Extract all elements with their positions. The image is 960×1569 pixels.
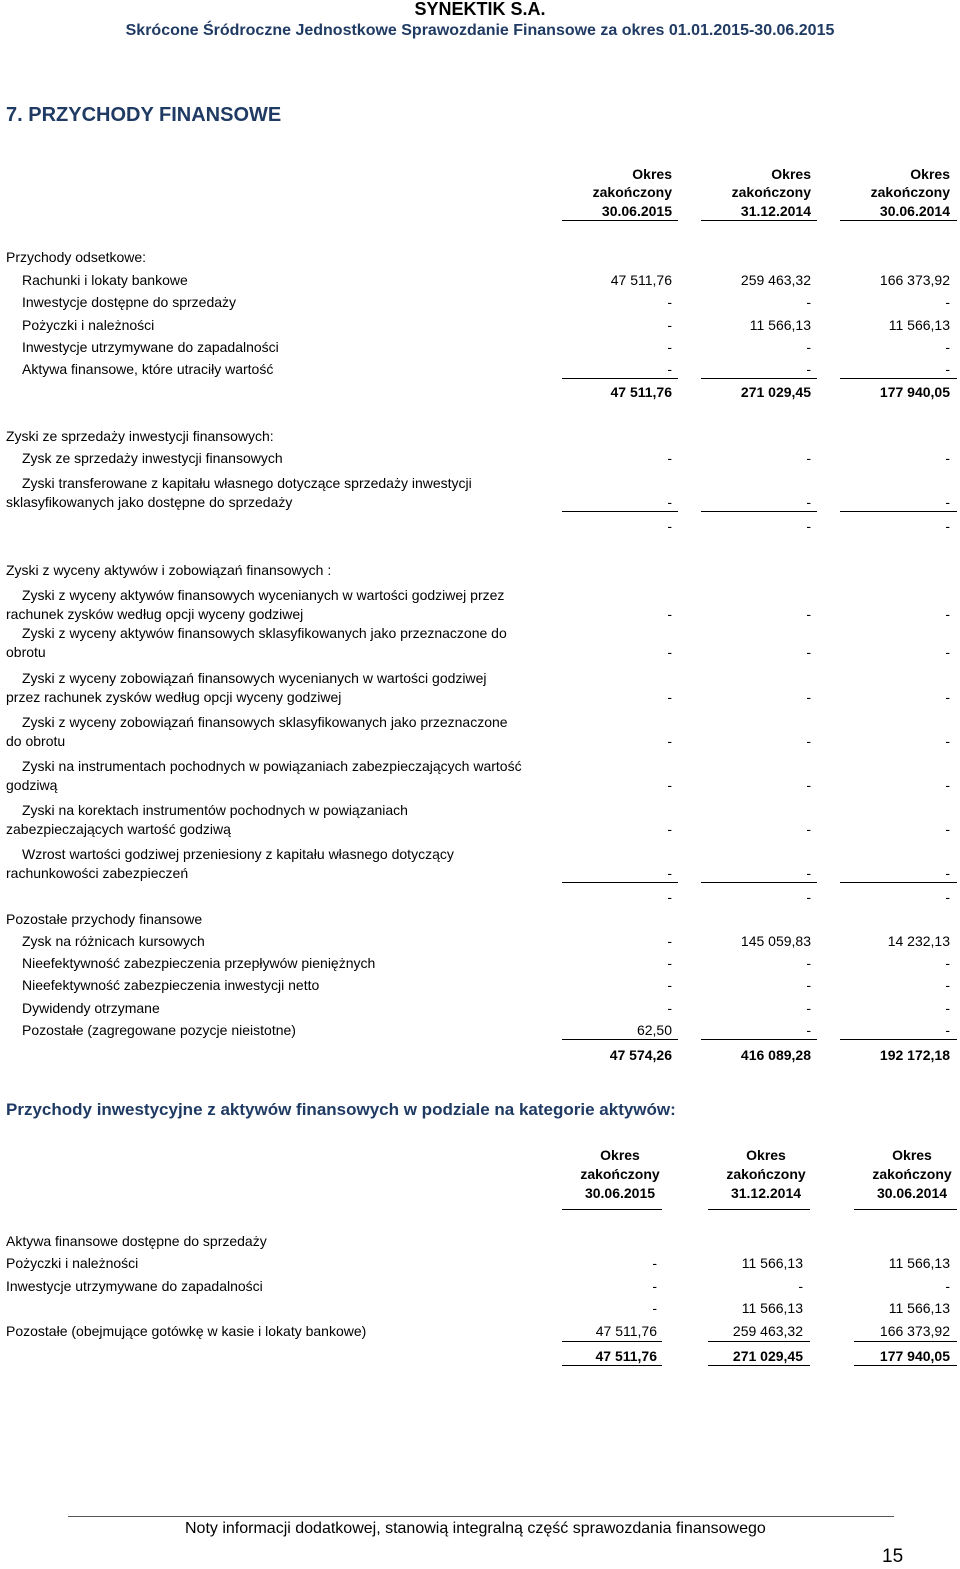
- row-label-line2: obrotu: [6, 644, 46, 660]
- report-subtitle: Skrócone Śródroczne Jednostkowe Sprawozdanie Finansowe za okres 01.01.2015-30.06.2015: [125, 22, 835, 39]
- value-2014-06: -: [945, 1022, 950, 1038]
- row-label-line2: godziwą: [6, 777, 58, 793]
- double-rule: [854, 1365, 957, 1366]
- col1-header-line3: 30.06.2015: [601, 203, 672, 219]
- col3-header-line3: 30.06.2014: [879, 203, 950, 219]
- value-2015: -: [652, 1255, 657, 1271]
- row-label-line2: rachunek zysków według opcji wyceny godziwej: [6, 606, 304, 622]
- value-2014-12: -: [806, 955, 811, 971]
- subtotal-2014-12: -: [806, 518, 811, 534]
- row-label: Pozostałe (zagregowane pozycje nieistotne): [22, 1022, 296, 1038]
- value-2015: -: [667, 339, 672, 355]
- value-2014-06: -: [945, 494, 950, 510]
- value-2014-06: -: [945, 1000, 950, 1016]
- value-2014-06: 166 373,92: [879, 272, 950, 288]
- value-2014-12: -: [806, 494, 811, 510]
- col2-header-line3: 31.12.2014: [730, 1185, 802, 1201]
- value-2014-12: -: [806, 644, 811, 660]
- row-label: Aktywa finansowe, które utraciły wartość: [22, 361, 274, 377]
- row-label: Dywidendy otrzymane: [22, 1000, 160, 1016]
- value-2015: -: [667, 977, 672, 993]
- value-2014-12: 11 566,13: [741, 1255, 803, 1271]
- row-label-line1: Zyski z wyceny zobowiązań finansowych sklasyfikowanych jako przeznaczone: [22, 714, 508, 730]
- value-2015: -: [667, 494, 672, 510]
- subtotal-2014-12: 271 029,45: [740, 384, 811, 400]
- value-2015: -: [667, 317, 672, 333]
- row-label: Pożyczki i należności: [6, 1255, 139, 1271]
- subtotal-rule: [840, 378, 957, 379]
- col1-header-line3: 30.06.2015: [584, 1185, 656, 1201]
- row-label-line1: Zyski na korektach instrumentów pochodnych w powiązaniach: [22, 802, 408, 818]
- page-number: 15: [882, 1546, 904, 1567]
- value-2015: -: [667, 821, 672, 837]
- row-label: Inwestycje dostępne do sprzedaży: [22, 294, 237, 310]
- subtotal-rule: [701, 511, 817, 512]
- header-underline: [701, 220, 817, 221]
- subtotal-rule: [562, 882, 678, 883]
- header-underline: [840, 220, 957, 221]
- value-2014-12: -: [806, 689, 811, 705]
- value-2014-06: -: [945, 450, 950, 466]
- value-2015: -: [652, 1278, 657, 1294]
- header-underline: [854, 1209, 957, 1210]
- row-label-line1: Zyski transferowane z kapitału własnego dotyczące sprzedaży inwestycji: [22, 475, 472, 491]
- col3-header-line1: Okres: [892, 1147, 932, 1163]
- row-label-line1: Wzrost wartości godziwej przeniesiony z kapitału własnego dotyczący: [22, 846, 454, 862]
- value-2014-06: 11 566,13: [888, 317, 950, 333]
- value-2014-06: -: [945, 606, 950, 622]
- subtotal-2015: -: [667, 889, 672, 905]
- subtotal-2015: -: [667, 518, 672, 534]
- total-rule: [562, 1039, 678, 1040]
- row-label: Nieefektywność zabezpieczenia przepływów pieniężnych: [22, 955, 376, 971]
- row-label: Nieefektywność zabezpieczenia inwestycji netto: [22, 977, 320, 993]
- col2-header-line1: Okres: [746, 1147, 786, 1163]
- table2-title: Przychody inwestycyjne z aktywów finansowych w podziale na kategorie aktywów:: [6, 1100, 676, 1119]
- value-2015: -: [667, 361, 672, 377]
- value-2015: -: [667, 955, 672, 971]
- subtotal-rule: [840, 882, 957, 883]
- row-label: Inwestycje utrzymywane do zapadalności: [22, 339, 279, 355]
- header-underline: [708, 1209, 810, 1210]
- value-2015: -: [667, 644, 672, 660]
- row-label-line1: Zyski z wyceny zobowiązań finansowych wycenianych w wartości godziwej: [22, 670, 487, 686]
- value-2015: 62,50: [636, 1022, 672, 1038]
- row-label: Inwestycje utrzymywane do zapadalności: [6, 1278, 263, 1294]
- subtotal-2015: 47 511,76: [610, 384, 672, 400]
- row-label-line2: rachunkowości zabezpieczeń: [6, 865, 189, 881]
- value-2015: -: [667, 865, 672, 881]
- value-2014-12: -: [806, 339, 811, 355]
- col3-header-line1: Okres: [910, 166, 950, 182]
- total-2014-06: 192 172,18: [879, 1047, 950, 1063]
- total-rule: [840, 1039, 957, 1040]
- value-2014-12: -: [806, 865, 811, 881]
- col2-header-line2: zakończony: [726, 1166, 806, 1182]
- value-2015: -: [667, 689, 672, 705]
- col1-header-line2: zakończony: [580, 1166, 660, 1182]
- value-2015: -: [667, 294, 672, 310]
- col1-header-line2: zakończony: [592, 184, 672, 200]
- subtotal-2014-06: -: [945, 889, 950, 905]
- row-label: Rachunki i lokaty bankowe: [22, 272, 188, 288]
- value-2014-12: 11 566,13: [741, 1300, 803, 1316]
- footer-note: Noty informacji dodatkowej, stanowią integralną część sprawozdania finansowego: [185, 1520, 766, 1537]
- value-2014-06: -: [945, 339, 950, 355]
- col3-header-line3: 30.06.2014: [876, 1185, 948, 1201]
- value-2014-12: -: [806, 977, 811, 993]
- total-2014-12: 271 029,45: [732, 1348, 803, 1364]
- double-rule: [562, 1365, 662, 1366]
- value-2014-12: -: [806, 1022, 811, 1038]
- value-2014-06: 14 232,13: [887, 933, 950, 949]
- value-2015: -: [667, 733, 672, 749]
- value-2014-06: 166 373,92: [879, 1323, 950, 1339]
- row-label-line2: do obrotu: [6, 733, 66, 749]
- col2-header-line3: 31.12.2014: [740, 203, 811, 219]
- value-2015: 47 511,76: [595, 1323, 657, 1339]
- value-2014-06: -: [945, 689, 950, 705]
- value-2014-12: -: [806, 361, 811, 377]
- row-label-line2: zabezpieczających wartość godziwą: [6, 821, 231, 837]
- total-rule: [701, 1039, 817, 1040]
- total-2014-06: 177 940,05: [879, 1348, 950, 1364]
- value-2015: -: [667, 606, 672, 622]
- col2-header-line2: zakończony: [731, 184, 811, 200]
- value-2014-06: -: [945, 361, 950, 377]
- sale-gains-heading: Zyski ze sprzedaży inwestycji finansowych:: [6, 428, 274, 444]
- value-2014-12: -: [798, 1278, 803, 1294]
- subtotal-rule: [562, 378, 678, 379]
- row-label-line1: Zyski z wyceny aktywów finansowych wycenianych w wartości godziwej przez: [22, 587, 505, 603]
- value-2014-06: -: [945, 294, 950, 310]
- value-2015: -: [667, 933, 672, 949]
- subtotal-rule: [701, 378, 817, 379]
- section-title: 7. PRZYCHODY FINANSOWE: [6, 104, 282, 126]
- col3-header-line2: zakończony: [872, 1166, 952, 1182]
- subtotal-2014-12: -: [806, 889, 811, 905]
- value-2014-12: 11 566,13: [749, 317, 811, 333]
- value-2014-06: -: [945, 777, 950, 793]
- row-label: Zysk na różnicach kursowych: [22, 933, 205, 949]
- value-2014-06: 11 566,13: [888, 1300, 950, 1316]
- value-2014-12: -: [806, 294, 811, 310]
- row-label-line2: sklasyfikowanych jako dostępne do sprzedaży: [6, 494, 293, 510]
- subtotal-rule: [840, 511, 957, 512]
- row-label: Pozostałe (obejmujące gotówkę w kasie i lokaty bankowe): [6, 1323, 367, 1339]
- subtotal-2014-06: -: [945, 518, 950, 534]
- col2-header-line1: Okres: [771, 166, 811, 182]
- value-2015: -: [667, 450, 672, 466]
- col3-header-line2: zakończony: [870, 184, 950, 200]
- value-2014-12: 259 463,32: [740, 272, 811, 288]
- value-2015: -: [667, 777, 672, 793]
- value-2015: -: [652, 1300, 657, 1316]
- value-2014-06: -: [945, 1278, 950, 1294]
- subtotal-2014-06: 177 940,05: [879, 384, 950, 400]
- value-2014-12: 145 059,83: [740, 933, 811, 949]
- value-2014-12: -: [806, 821, 811, 837]
- row-label: Aktywa finansowe dostępne do sprzedaży: [6, 1233, 267, 1249]
- value-2014-06: -: [945, 821, 950, 837]
- value-2015: -: [667, 1000, 672, 1016]
- value-2014-12: -: [806, 777, 811, 793]
- value-2014-06: -: [945, 977, 950, 993]
- total-rule: [562, 1341, 662, 1342]
- value-2015: 47 511,76: [610, 272, 672, 288]
- value-2014-06: -: [945, 644, 950, 660]
- row-label: Pożyczki i należności: [22, 317, 155, 333]
- valuation-heading: Zyski z wyceny aktywów i zobowiązań finansowych :: [6, 562, 332, 578]
- other-heading: Pozostałe przychody finansowe: [6, 911, 203, 927]
- value-2014-06: -: [945, 955, 950, 971]
- total-rule: [708, 1341, 810, 1342]
- double-rule: [708, 1365, 810, 1366]
- value-2014-06: -: [945, 865, 950, 881]
- value-2014-12: -: [806, 733, 811, 749]
- company-name: SYNEKTIK S.A.: [414, 0, 546, 19]
- value-2014-06: 11 566,13: [888, 1255, 950, 1271]
- total-rule: [854, 1341, 957, 1342]
- value-2014-12: 259 463,32: [732, 1323, 803, 1339]
- row-label-line1: Zyski z wyceny aktywów finansowych sklasyfikowanych jako przeznaczone do: [22, 625, 507, 641]
- footer-divider: [68, 1516, 894, 1517]
- value-2014-12: -: [806, 450, 811, 466]
- row-label-line2: przez rachunek zysków według opcji wyceny godziwej: [6, 689, 342, 705]
- header-underline: [562, 1209, 662, 1210]
- value-2014-12: -: [806, 606, 811, 622]
- interest-heading: Przychody odsetkowe:: [6, 249, 147, 265]
- value-2014-12: -: [806, 1000, 811, 1016]
- total-2015: 47 511,76: [595, 1348, 657, 1364]
- total-2014-12: 416 089,28: [740, 1047, 811, 1063]
- header-underline: [562, 220, 678, 221]
- subtotal-rule: [562, 511, 678, 512]
- col1-header-line1: Okres: [632, 166, 672, 182]
- col1-header-line1: Okres: [600, 1147, 640, 1163]
- total-2015: 47 574,26: [609, 1047, 672, 1063]
- row-label: Zysk ze sprzedaży inwestycji finansowych: [22, 450, 283, 466]
- value-2014-06: -: [945, 733, 950, 749]
- row-label-line1: Zyski na instrumentach pochodnych w powiązaniach zabezpieczających wartość: [22, 758, 522, 774]
- subtotal-rule: [701, 882, 817, 883]
